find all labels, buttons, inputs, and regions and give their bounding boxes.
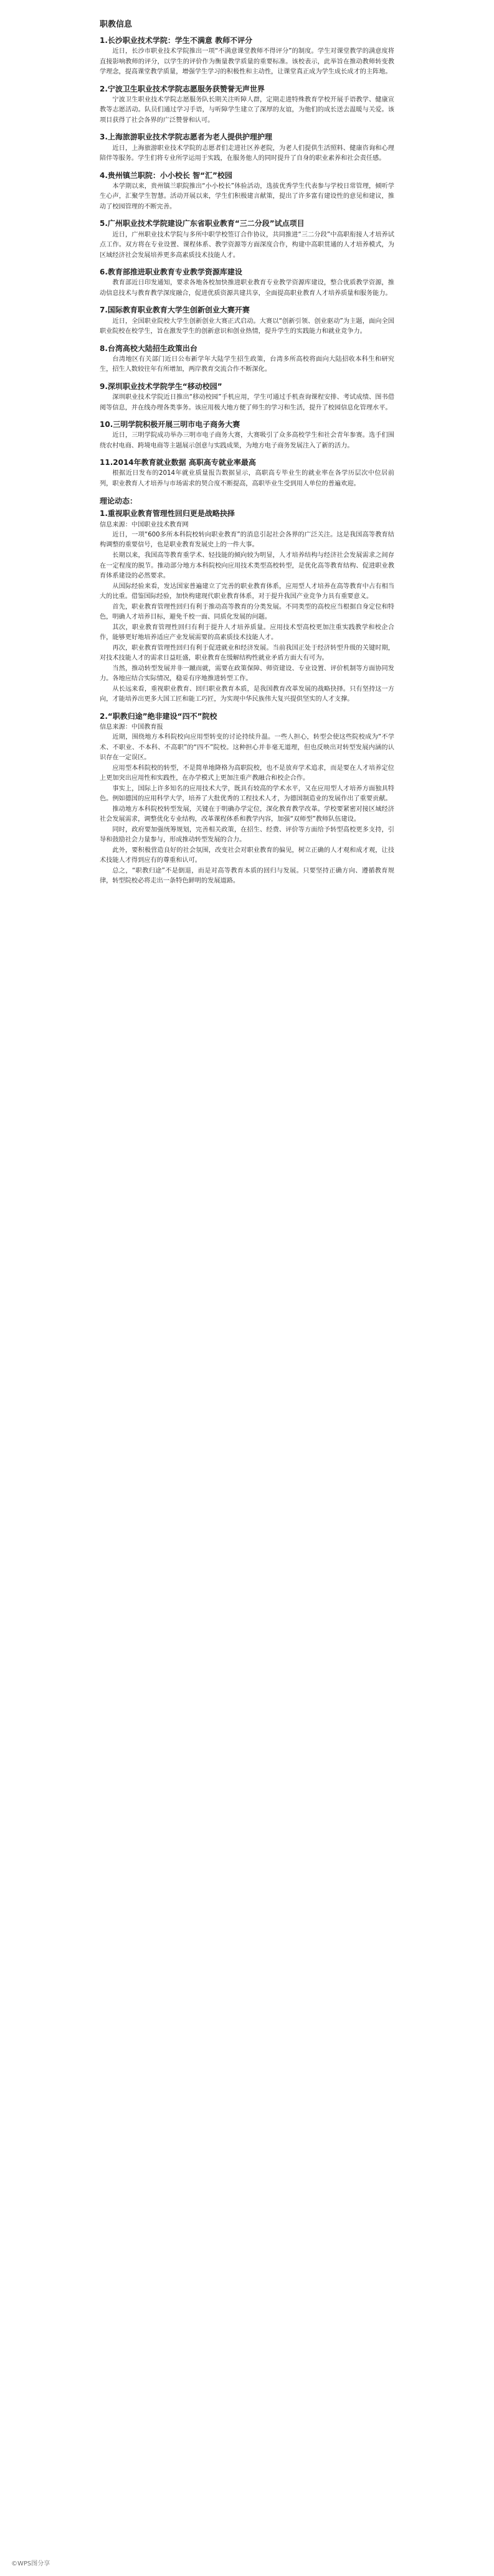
article-paragraph: 同时，政府要加强统筹规划，完善相关政策，在招生、经费、评价等方面给予转型高校更多支持，引导和鼓励社会力量参与，形成推动转型发展的合力。 (100, 826, 394, 844)
news-item (100, 132, 394, 164)
news-item (100, 382, 394, 413)
news-item (100, 35, 394, 78)
news-heading: 9.深圳职业技术学院学生“移动校园” (100, 382, 222, 391)
news-item (100, 267, 394, 299)
news-body: 宁波卫生职业技术学院志愿服务队长期关注听障人群，定期走进特殊教育学校开展手语教学、健康宣教等志愿活动。队员们通过学习手语，与听障学生建立了深厚的友谊，为他们的成长送去温暖与关爱。该项目获得了社会各界的广泛赞誉和认可。 (100, 96, 394, 124)
article-1-source: 信息来源：中国职业技术教育网 (100, 521, 189, 528)
news-body: 近日，全国职业院校大学生创新创业大赛正式启动。大赛以“创新引领、创业驱动”为主题，面向全国职业院校在校学生，旨在激发学生的创新意识和创业热情，提升学生的实践能力和就业竞争力。 (100, 317, 394, 335)
article-paragraph: 当然，推动转型发展并非一蹴而就，需要在政策保障、师资建设、专业设置、评价机制等方面协同发力。各地应结合实际情况，稳妥有序地推进转型工作。 (100, 665, 394, 683)
article-2-source: 信息来源：中国教育报 (100, 723, 163, 731)
news-heading: 10.三明学院积极开展三明市电子商务大赛 (100, 420, 240, 429)
article-2 (100, 711, 394, 887)
article-paragraph: 其次，职业教育管理性回归有利于提升人才培养质量。应用技术型高校更加注重实践教学和校企合作，能够更好地培养适应产业发展需要的高素质技术技能人才。 (100, 624, 394, 642)
news-heading: 5.广州职业技术学院建设广东省职业教育“三二分段”试点项目 (100, 219, 305, 228)
article-paragraph: 再次，职业教育管理性回归有利于促进就业和经济发展。当前我国正处于经济转型升级的关键时期，对技术技能人才的需求日益旺盛，职业教育在缓解结构性就业矛盾方面大有可为。 (100, 644, 394, 662)
news-body: 近日，三明学院成功举办三明市电子商务大赛，大赛吸引了众多高校学生和社会青年参赛。选手们围绕农村电商、跨境电商等主题展示创意与实践成果，为地方电子商务发展注入了新的活力。 (100, 432, 394, 449)
article-1-title: 1.重视职业教育管理性回归更是战略抉择 (100, 509, 235, 518)
article-2-title: 2.“职教归途”绝非建设“四不”院校 (100, 711, 217, 721)
document-title: 职教信息 (100, 20, 133, 29)
news-body: 教育部近日印发通知，要求各地各校加快推进职业教育专业教学资源库建设，整合优质教学资源，推动信息技术与教育教学深度融合，促进优质资源共建共享，全面提高职业教育人才培养质量和服务能力。 (100, 279, 394, 297)
news-heading: 8.台湾高校大陆招生政策出台 (100, 344, 197, 353)
news-item (100, 305, 394, 337)
article-1 (100, 508, 394, 705)
news-body: 本学期以来，贵州镇兰职院推出“小小校长”体验活动，选拔优秀学生代表参与学校日常管理，倾听学生心声，汇聚学生智慧。活动开展以来，学生们积极建言献策，提出了许多富有建设性的意见和建议，推动了校园管理的不断完善。 (100, 182, 394, 210)
news-item (100, 218, 394, 261)
article-paragraph: 推动地方本科院校转型发展，关键在于明确办学定位，深化教育教学改革。学校要紧密对接区域经济社会发展需求，调整优化专业结构，改革课程体系和教学内容，加强“双师型”教师队伍建设。 (100, 805, 394, 823)
news-heading: 4.贵州镇兰职院：小小校长 智“汇”校园 (100, 171, 232, 180)
news-item (100, 419, 394, 451)
article-1-body (100, 530, 394, 705)
article-paragraph: 从长远来看，重视职业教育、回归职业教育本质，是我国教育改革发展的战略抉择。只有坚持这一方向，才能培养出更多大国工匠和能工巧匠，为实现中华民族伟大复兴提供坚实的人才支撑。 (100, 685, 394, 703)
article-paragraph: 长期以来，我国高等教育重学术、轻技能的倾向较为明显，人才培养结构与经济社会发展需求之间存在一定程度的脱节。推动部分地方本科院校向应用技术类型高校转型，是优化高等教育结构、促进职业教育体系建设的必然要求。 (100, 552, 394, 580)
article-paragraph: 事实上，国际上许多知名的应用技术大学，既具有较高的学术水平，又在应用型人才培养方面独具特色。例如德国的应用科学大学，培养了大批优秀的工程技术人才，为德国制造业的发展作出了重要贡献。 (100, 785, 394, 803)
theory-section-title: 理论动态： (100, 497, 138, 506)
news-body: 近日，长沙市职业技术学院推出一项“不满意课堂教师不得评分”的制度。学生对课堂教学的满意度将直接影响教师的评分，以学生的评价作为衡量教学质量的重要标准。该校表示，此举旨在推动教师转变教学理念，提高课堂教学质量，增强学生学习的积极性和主动性，让课堂真正成为学生成长成才的主阵地。 (100, 48, 394, 76)
news-body: 深圳职业技术学院近日推出“移动校园”手机应用，学生可通过手机查询课程安排、考试成绩、图书借阅等信息，并在线办理各类事务。该应用极大地方便了师生的学习和生活，提升了校园信息化管理水平。 (100, 394, 394, 411)
news-heading: 1.长沙职业技术学院：学生不满意 教师不评分 (100, 36, 253, 45)
news-heading: 7.国际教育职业教育大学生创新创业大赛开赛 (100, 306, 250, 315)
news-body: 台湾地区有关部门近日公布新学年大陆学生招生政策，台湾多所高校将面向大陆招收本科生和研究生，招生人数较往年有所增加，两岸教育交流合作不断深化。 (100, 355, 394, 373)
article-paragraph: 应用型本科院校的转型，不是简单地降格为高职院校，也不是放弃学术追求，而是要在人才培养定位上更加突出应用性和实践性，在办学模式上更加注重产教融合和校企合作。 (100, 764, 394, 782)
news-item (100, 457, 394, 489)
footer-watermark: ©WPS图分享 (11, 2560, 50, 2567)
news-item (100, 344, 394, 375)
news-body: 近日，上海旅游职业技术学院的志愿者们走进社区养老院，为老人们提供生活照料、健康咨询和心理陪伴等服务。学生们将专业所学运用于实践，在服务他人的同时提升了自身的职业素养和社会责任感。 (100, 144, 394, 162)
news-heading: 6.教育部推进职业教育专业教学资源库建设 (100, 268, 242, 277)
news-heading: 3.上海旅游职业技术学院志愿者为老人提供护理护理 (100, 133, 272, 142)
news-item (100, 171, 394, 213)
news-body: 近日，广州职业技术学院与多所中职学校签订合作协议，共同推进“三二分段”中高职衔接人才培养试点工作。双方将在专业设置、课程体系、教学资源等方面深度合作，构建中高职贯通的人才培养模式，为区域经济社会发展培养更多高素质技术技能人才。 (100, 231, 394, 259)
news-item (100, 84, 394, 126)
article-paragraph: 首先，职业教育管理性回归有利于推动高等教育的分类发展。不同类型的高校应当根据自身定位和特色，明确人才培养目标，避免千校一面、同质化发展的问题。 (100, 603, 394, 621)
article-paragraph: 从国际经验来看，发达国家普遍建立了完善的职业教育体系，应用型人才培养在高等教育中占有相当大的比重。借鉴国际经验，加快构建现代职业教育体系，对于提升我国产业竞争力具有重要意义。 (100, 583, 394, 601)
news-heading: 2.宁波卫生职业技术学院志愿服务获赞誉无声世界 (100, 84, 265, 93)
news-heading: 11.2014年教育就业数据 高职高专就业率最高 (100, 458, 256, 467)
article-paragraph: 近期，围绕地方本科院校向应用型转变的讨论持续升温。一些人担心，转型会使这些院校成为“不学术、不职业、不本科、不高职”的“四不”院校。这种担心并非毫无道理，但也反映出对转型发展内涵的认识存在一定误区。 (100, 734, 394, 762)
news-list (100, 35, 394, 489)
news-body: 根据近日发布的2014年就业质量报告数据显示，高职高专毕业生的就业率在各学历层次中位居前列，职业教育人才培养与市场需求的契合度不断提高，高职毕业生受到用人单位的普遍欢迎。 (100, 470, 394, 487)
article-paragraph: 近日，一项“600多所本科院校转向职业教育”的消息引起社会各界的广泛关注。这是我国高等教育结构调整的重要信号，也是职业教育发展史上的一件大事。 (100, 531, 394, 549)
article-paragraph: 总之，“职教归途”不是倒退，而是对高等教育本质的回归与发展。只要坚持正确方向、遵循教育规律，转型院校必将走出一条特色鲜明的发展道路。 (100, 867, 394, 885)
article-paragraph: 此外，要积极营造良好的社会氛围，改变社会对职业教育的偏见，树立正确的人才观和成才观，让技术技能人才得到应有的尊重和认可。 (100, 846, 394, 864)
article-2-body (100, 733, 394, 887)
